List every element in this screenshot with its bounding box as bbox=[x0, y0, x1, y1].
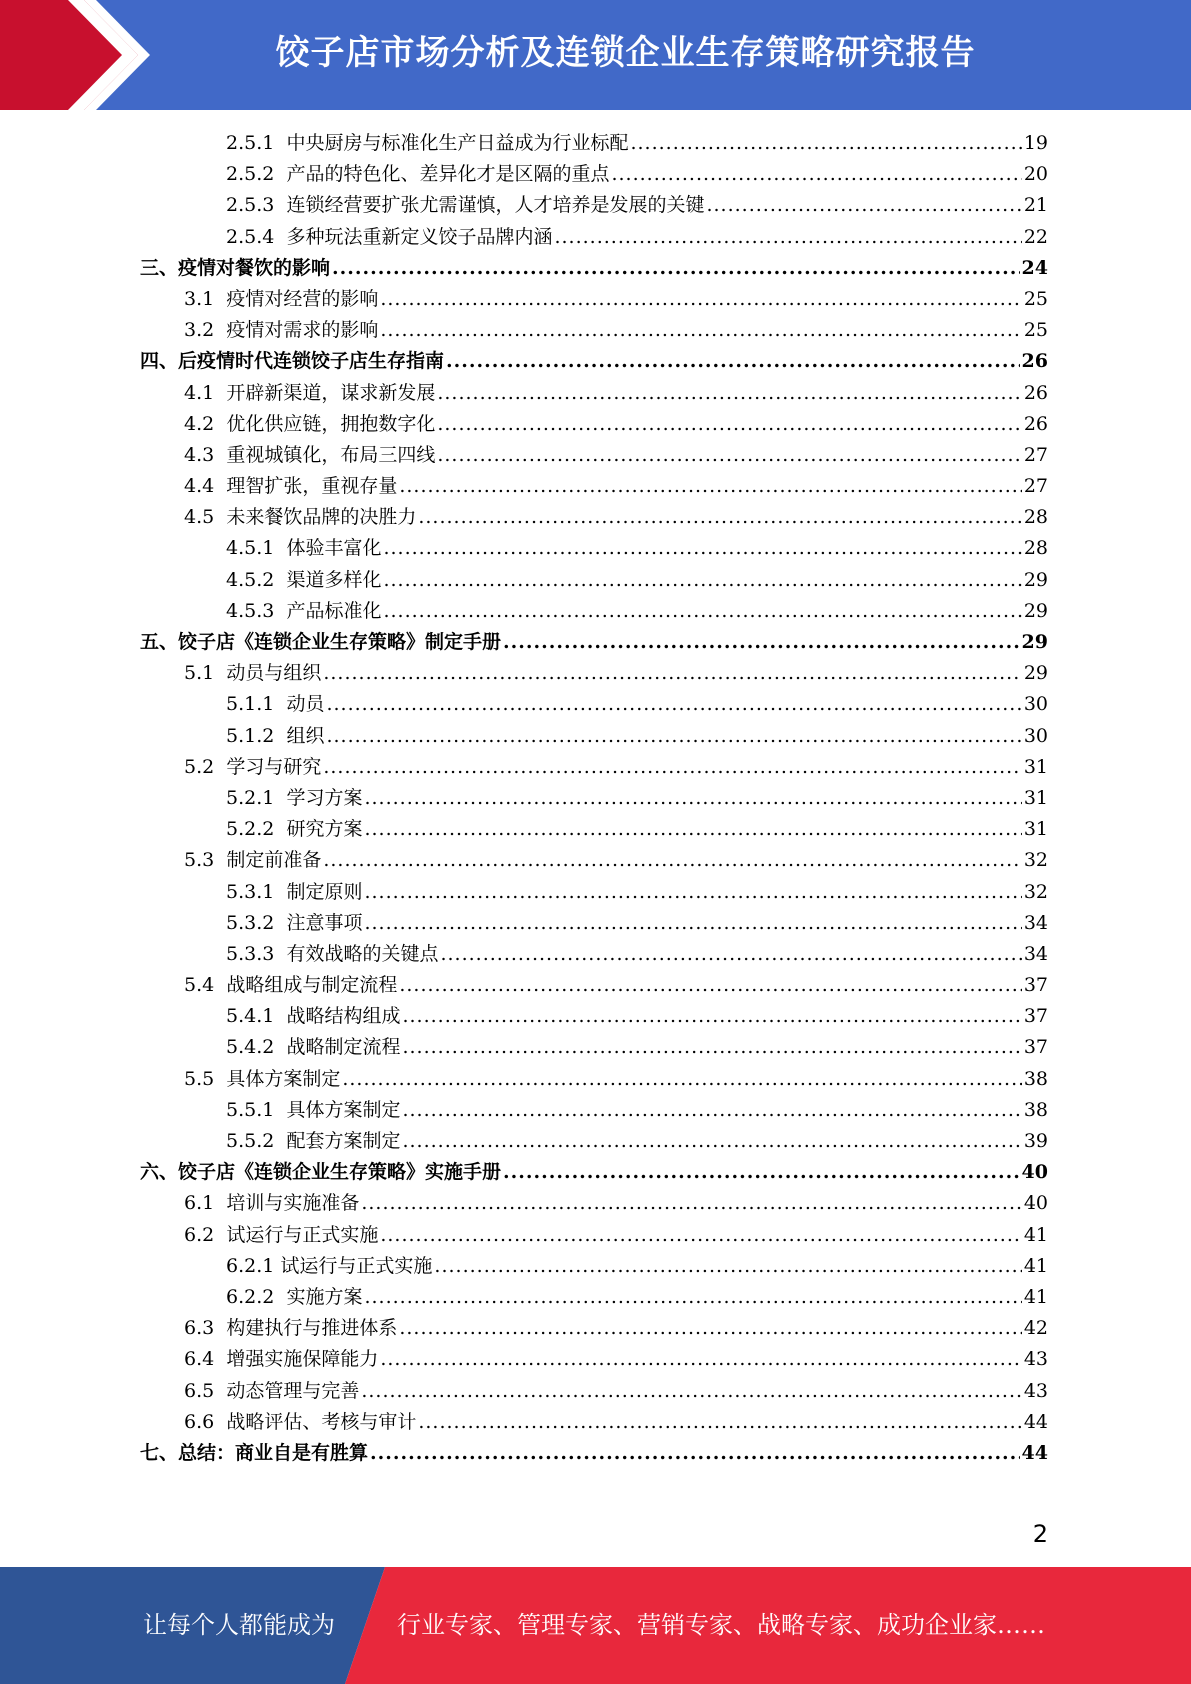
toc-entry[interactable] bbox=[140, 689, 1048, 720]
toc-entry-label: 连锁经营要扩张尤需谨慎，人才培养是发展的关键 bbox=[286, 194, 705, 217]
toc-entry[interactable] bbox=[140, 1220, 1048, 1251]
toc-leader-dots bbox=[611, 159, 1021, 190]
toc-entry-page: 29 bbox=[1023, 568, 1048, 591]
toc-entry-number: 5.4.2 bbox=[226, 1036, 275, 1059]
toc-leader-dots bbox=[503, 627, 1020, 658]
toc-leader-dots bbox=[402, 1126, 1021, 1157]
toc-leader-dots bbox=[383, 533, 1021, 564]
toc-entry-page: 43 bbox=[1023, 1348, 1048, 1371]
toc-entry-number: 4.5.1 bbox=[226, 537, 275, 560]
toc-entry[interactable] bbox=[140, 284, 1048, 315]
toc-leader-dots bbox=[361, 1376, 1021, 1407]
toc-entry-number: 5.1 bbox=[184, 662, 215, 685]
toc-entry[interactable] bbox=[140, 627, 1048, 658]
toc-leader-dots bbox=[446, 346, 1020, 377]
toc-entry-page: 27 bbox=[1023, 443, 1048, 466]
toc-leader-dots bbox=[323, 845, 1021, 876]
toc-entry-page: 32 bbox=[1023, 849, 1048, 872]
toc-leader-dots bbox=[323, 658, 1021, 689]
footer-slogan-right: 行业专家、管理专家、营销专家、战略专家、成功企业家…… bbox=[397, 1611, 1045, 1639]
toc-entry-label: 动员与组织 bbox=[226, 662, 322, 685]
toc-entry-page: 20 bbox=[1023, 163, 1048, 186]
toc-entry-page: 39 bbox=[1023, 1130, 1048, 1152]
toc-entry[interactable] bbox=[140, 128, 1048, 159]
toc-entry-page: 44 bbox=[1023, 1410, 1048, 1433]
toc-entry-label: 战略组成与制定流程 bbox=[226, 974, 398, 997]
toc-leader-dots bbox=[380, 1220, 1021, 1251]
toc-entry-number: 4.1 bbox=[184, 381, 215, 404]
toc-entry-label: 实施方案 bbox=[286, 1285, 363, 1308]
toc-leader-dots bbox=[437, 409, 1021, 440]
toc-entry-page: 31 bbox=[1023, 818, 1048, 841]
toc-entry-number: 4.3 bbox=[184, 443, 215, 466]
toc-entry[interactable] bbox=[140, 1438, 1048, 1469]
toc-entry-label: 具体方案制定 bbox=[286, 1098, 401, 1121]
toc-entry[interactable] bbox=[140, 1032, 1048, 1063]
toc-entry[interactable] bbox=[140, 783, 1048, 814]
toc-entry-page: 31 bbox=[1023, 786, 1048, 809]
toc-entry[interactable] bbox=[140, 877, 1048, 908]
toc-entry-number: 5.2.1 bbox=[226, 786, 275, 809]
toc-leader-dots bbox=[326, 721, 1021, 752]
toc-entry-number: 5.2.2 bbox=[226, 818, 275, 841]
toc-entry-page: 21 bbox=[1023, 194, 1048, 217]
toc-entry[interactable] bbox=[140, 1344, 1048, 1375]
toc-entry-number: 5.5.1 bbox=[226, 1098, 275, 1121]
toc-leader-dots bbox=[554, 222, 1021, 253]
toc-leader-dots bbox=[323, 752, 1021, 783]
toc-entry-label: 战略制定流程 bbox=[286, 1036, 401, 1059]
toc-entry-page: 40 bbox=[1023, 1192, 1048, 1215]
toc-entry-page: 38 bbox=[1023, 1098, 1048, 1121]
toc-entry[interactable] bbox=[140, 908, 1048, 939]
toc-entry-page: 25 bbox=[1023, 287, 1048, 310]
toc-entry-label: 试运行与正式实施 bbox=[280, 1254, 433, 1277]
toc-entry[interactable] bbox=[140, 253, 1048, 284]
toc-entry-number: 6.1 bbox=[184, 1192, 215, 1215]
toc-leader-dots bbox=[706, 190, 1021, 221]
toc-entry-number: 5.5.2 bbox=[226, 1130, 275, 1152]
page-number: 2 bbox=[1032, 1520, 1048, 1548]
toc-leader-dots bbox=[437, 440, 1021, 471]
toc-entry-number: 4.5 bbox=[184, 506, 215, 529]
toc-entry[interactable] bbox=[140, 1376, 1048, 1407]
toc-entry-label: 产品标准化 bbox=[286, 599, 382, 622]
toc-entry[interactable] bbox=[140, 565, 1048, 596]
toc-entry-page: 28 bbox=[1023, 537, 1048, 560]
toc-entry-label: 制定前准备 bbox=[226, 849, 322, 872]
toc-entry-page: 44 bbox=[1021, 1441, 1048, 1464]
toc-entry-label: 具体方案制定 bbox=[226, 1067, 341, 1090]
toc-entry[interactable] bbox=[140, 1157, 1048, 1188]
toc-entry-page: 41 bbox=[1023, 1285, 1048, 1308]
toc-leader-dots bbox=[630, 128, 1021, 159]
toc-entry-number: 5.3 bbox=[184, 849, 215, 872]
toc-entry-number: 七、 bbox=[140, 1441, 179, 1464]
toc-entry-number: 6.3 bbox=[184, 1317, 215, 1340]
toc-entry[interactable] bbox=[140, 596, 1048, 627]
toc-entry[interactable] bbox=[140, 814, 1048, 845]
toc-entry-page: 29 bbox=[1021, 631, 1048, 653]
toc-entry-label: 中央厨房与标准化生产日益成为行业标配 bbox=[286, 132, 629, 154]
toc-entry-page: 37 bbox=[1023, 1036, 1048, 1059]
toc-entry-page: 31 bbox=[1023, 755, 1048, 778]
toc-entry[interactable] bbox=[140, 222, 1048, 253]
toc-leader-dots bbox=[503, 1157, 1020, 1188]
toc-entry[interactable] bbox=[140, 1282, 1048, 1313]
toc-entry-page: 40 bbox=[1021, 1161, 1048, 1184]
toc-entry-page: 25 bbox=[1023, 319, 1048, 342]
toc-entry-page: 37 bbox=[1023, 1005, 1048, 1028]
toc-leader-dots bbox=[380, 1344, 1021, 1375]
toc-entry[interactable] bbox=[140, 970, 1048, 1001]
toc-entry-page: 30 bbox=[1023, 693, 1048, 716]
toc-entry-label: 战略评估、考核与审计 bbox=[226, 1410, 417, 1433]
toc-entry-label: 战略结构组成 bbox=[286, 1005, 401, 1028]
toc-entry[interactable] bbox=[140, 409, 1048, 440]
toc-entry-number: 2.5.3 bbox=[226, 194, 275, 217]
toc-entry-label: 重视城镇化，布局三四线 bbox=[226, 443, 436, 466]
toc-entry-number: 2.5.1 bbox=[226, 132, 275, 154]
toc-entry-page: 19 bbox=[1023, 132, 1048, 154]
toc-entry-label: 研究方案 bbox=[286, 818, 363, 841]
toc-entry-label: 构建执行与推进体系 bbox=[226, 1317, 398, 1340]
toc-entry-number: 6.6 bbox=[184, 1410, 215, 1433]
toc-entry-label: 学习与研究 bbox=[226, 755, 322, 778]
toc-entry-page: 29 bbox=[1023, 662, 1048, 685]
toc-entry-label: 增强实施保障能力 bbox=[226, 1348, 379, 1371]
toc-entry[interactable] bbox=[140, 658, 1048, 689]
toc-entry[interactable] bbox=[140, 1251, 1048, 1282]
toc-entry-number: 4.5.2 bbox=[226, 568, 275, 591]
toc-entry[interactable] bbox=[140, 1126, 1048, 1157]
toc-entry-label: 试运行与正式实施 bbox=[226, 1223, 379, 1246]
toc-entry-label: 理智扩张，重视存量 bbox=[226, 475, 398, 498]
toc-entry[interactable] bbox=[140, 1188, 1048, 1219]
toc-entry-page: 41 bbox=[1023, 1254, 1048, 1277]
table-of-contents bbox=[140, 128, 1048, 1469]
toc-entry-label: 学习方案 bbox=[286, 786, 363, 809]
toc-entry-label: 后疫情时代连锁饺子店生存指南 bbox=[178, 350, 445, 373]
toc-entry-page: 26 bbox=[1021, 350, 1048, 373]
toc-entry-number: 5.4.1 bbox=[226, 1005, 275, 1028]
toc-entry-label: 产品的特色化、差异化才是区隔的重点 bbox=[286, 163, 610, 186]
toc-leader-dots bbox=[418, 1407, 1021, 1438]
toc-entry[interactable] bbox=[140, 1001, 1048, 1032]
toc-entry-page: 32 bbox=[1023, 880, 1048, 903]
toc-entry-number: 三、 bbox=[140, 256, 179, 279]
toc-entry-page: 28 bbox=[1023, 506, 1048, 529]
toc-leader-dots bbox=[383, 565, 1021, 596]
toc-entry[interactable] bbox=[140, 1313, 1048, 1344]
toc-entry-page: 43 bbox=[1023, 1379, 1048, 1402]
toc-entry-label: 开辟新渠道，谋求新发展 bbox=[226, 381, 436, 404]
toc-entry-label: 多种玩法重新定义饺子品牌内涵 bbox=[286, 225, 553, 248]
toc-entry-number: 6.2.1 bbox=[226, 1254, 275, 1277]
toc-entry-page: 26 bbox=[1023, 412, 1048, 435]
toc-leader-dots bbox=[399, 970, 1021, 1001]
toc-leader-dots bbox=[370, 1438, 1020, 1469]
toc-entry-number: 5.1.1 bbox=[226, 693, 275, 716]
toc-entry[interactable] bbox=[140, 721, 1048, 752]
toc-entry-page: 26 bbox=[1023, 381, 1048, 404]
toc-entry-number: 6.2 bbox=[184, 1223, 215, 1246]
toc-leader-dots bbox=[361, 1188, 1021, 1219]
toc-leader-dots bbox=[364, 877, 1021, 908]
toc-entry-label: 配套方案制定 bbox=[286, 1130, 401, 1152]
toc-entry-number: 5.3.1 bbox=[226, 880, 275, 903]
toc-entry-number: 3.1 bbox=[184, 287, 215, 310]
toc-entry-page: 41 bbox=[1023, 1223, 1048, 1246]
toc-leader-dots bbox=[399, 1313, 1021, 1344]
toc-entry[interactable] bbox=[140, 845, 1048, 876]
toc-entry-number: 3.2 bbox=[184, 319, 215, 342]
toc-entry-number: 5.5 bbox=[184, 1067, 215, 1090]
toc-entry-number: 四、 bbox=[140, 350, 179, 373]
toc-entry[interactable] bbox=[140, 1095, 1048, 1126]
toc-entry[interactable] bbox=[140, 315, 1048, 346]
toc-entry-number: 4.2 bbox=[184, 412, 215, 435]
toc-entry[interactable] bbox=[140, 939, 1048, 970]
toc-entry[interactable] bbox=[140, 190, 1048, 221]
toc-leader-dots bbox=[364, 1282, 1021, 1313]
toc-entry-page: 30 bbox=[1023, 724, 1048, 747]
toc-entry-label: 未来餐饮品牌的决胜力 bbox=[226, 506, 417, 529]
toc-entry-number: 6.4 bbox=[184, 1348, 215, 1371]
toc-entry[interactable] bbox=[140, 1064, 1048, 1095]
toc-entry-number: 2.5.2 bbox=[226, 163, 275, 186]
toc-leader-dots bbox=[380, 284, 1021, 315]
toc-entry-page: 38 bbox=[1023, 1067, 1048, 1090]
toc-entry-number: 6.5 bbox=[184, 1379, 215, 1402]
toc-leader-dots bbox=[440, 939, 1021, 970]
toc-leader-dots bbox=[402, 1095, 1021, 1126]
toc-entry-number: 6.2.2 bbox=[226, 1285, 275, 1308]
toc-entry-page: 29 bbox=[1023, 599, 1048, 622]
toc-leader-dots bbox=[402, 1032, 1021, 1063]
toc-entry-label: 体验丰富化 bbox=[286, 537, 382, 560]
toc-entry-page: 42 bbox=[1023, 1317, 1048, 1340]
toc-entry-label: 制定原则 bbox=[286, 880, 363, 903]
toc-entry-page: 24 bbox=[1021, 256, 1048, 279]
toc-entry[interactable] bbox=[140, 471, 1048, 502]
toc-entry-label: 组织 bbox=[286, 724, 325, 747]
toc-entry-label: 优化供应链，拥抱数字化 bbox=[226, 412, 436, 435]
toc-leader-dots bbox=[383, 596, 1021, 627]
toc-leader-dots bbox=[342, 1064, 1021, 1095]
toc-entry-page: 37 bbox=[1023, 974, 1048, 997]
toc-entry-label: 疫情对经营的影响 bbox=[226, 287, 379, 310]
toc-entry[interactable] bbox=[140, 378, 1048, 409]
toc-entry-page: 22 bbox=[1023, 225, 1048, 248]
toc-entry-label: 有效战略的关键点 bbox=[286, 942, 439, 965]
footer-slogan-left: 让每个人都能成为 bbox=[143, 1611, 335, 1639]
toc-leader-dots bbox=[418, 502, 1021, 533]
toc-entry-number: 4.5.3 bbox=[226, 599, 275, 622]
toc-leader-dots bbox=[399, 471, 1021, 502]
toc-entry-label: 疫情对餐饮的影响 bbox=[178, 256, 331, 279]
toc-entry-page: 34 bbox=[1023, 942, 1048, 965]
toc-entry-page: 34 bbox=[1023, 911, 1048, 934]
toc-entry-label: 动态管理与完善 bbox=[226, 1379, 360, 1402]
toc-entry-label: 饺子店《连锁企业生存策略》制定手册 bbox=[178, 631, 502, 653]
toc-entry[interactable] bbox=[140, 502, 1048, 533]
toc-entry[interactable] bbox=[140, 533, 1048, 564]
toc-leader-dots bbox=[380, 315, 1021, 346]
toc-entry-label: 疫情对需求的影响 bbox=[226, 319, 379, 342]
toc-entry[interactable] bbox=[140, 440, 1048, 471]
toc-leader-dots bbox=[437, 378, 1021, 409]
toc-entry[interactable] bbox=[140, 752, 1048, 783]
toc-leader-dots bbox=[402, 1001, 1021, 1032]
toc-entry-label: 总结：商业自是有胜算 bbox=[178, 1441, 369, 1464]
header-red-arrow-icon bbox=[0, 0, 150, 110]
toc-leader-dots bbox=[326, 689, 1021, 720]
toc-entry-number: 4.4 bbox=[184, 475, 215, 498]
toc-leader-dots bbox=[364, 814, 1021, 845]
toc-entry-number: 五、 bbox=[140, 631, 179, 653]
toc-entry[interactable] bbox=[140, 346, 1048, 377]
toc-leader-dots bbox=[364, 908, 1021, 939]
toc-entry-number: 5.3.2 bbox=[226, 911, 275, 934]
toc-entry-label: 培训与实施准备 bbox=[226, 1192, 360, 1215]
toc-leader-dots bbox=[364, 783, 1021, 814]
toc-entry-page: 27 bbox=[1023, 475, 1048, 498]
toc-entry[interactable] bbox=[140, 159, 1048, 190]
toc-entry-number: 2.5.4 bbox=[226, 225, 275, 248]
toc-leader-dots bbox=[434, 1251, 1021, 1282]
toc-entry-number: 5.4 bbox=[184, 974, 215, 997]
toc-entry-label: 渠道多样化 bbox=[286, 568, 382, 591]
toc-entry-number: 5.3.3 bbox=[226, 942, 275, 965]
toc-entry-label: 饺子店《连锁企业生存策略》实施手册 bbox=[178, 1161, 502, 1184]
toc-entry[interactable] bbox=[140, 1407, 1048, 1438]
toc-entry-number: 六、 bbox=[140, 1161, 179, 1184]
report-title: 饺子店市场分析及连锁企业生存策略研究报告 bbox=[275, 33, 976, 73]
toc-entry-number: 5.1.2 bbox=[226, 724, 275, 747]
page-footer bbox=[0, 1567, 1191, 1684]
toc-leader-dots bbox=[332, 253, 1020, 284]
page-header bbox=[0, 0, 1191, 110]
toc-entry-label: 注意事项 bbox=[286, 911, 363, 934]
toc-entry-number: 5.2 bbox=[184, 755, 215, 778]
toc-entry-label: 动员 bbox=[286, 693, 325, 716]
